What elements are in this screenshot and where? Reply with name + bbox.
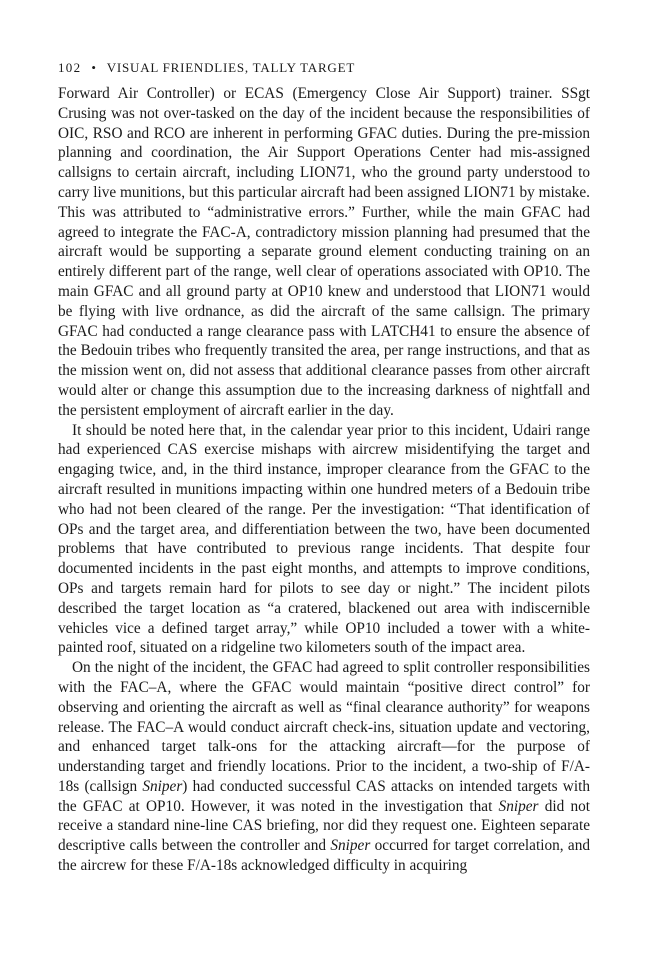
text-segment: ) had conducted successful CAS attacks on intended targets with the GFAC at OP10. However, it was noted in the investigation that <box>58 777 590 815</box>
text-segment: On the night of the incident, the GFAC had agreed to split controller responsibilities with the FAC–A, where the GFAC would maintain “positive direct control” for observing and orienting the aircraft as well as “final clearance authority” for weapons release. The FAC–A would conduct aircraft check-ins, situation update and vectoring, and enhanced target talk-ons for the attacking aircraft—for the purpose of understanding target and friendly locations. Prior to the incident, a two-ship of F/A-18s (callsign <box>58 659 590 795</box>
paragraph <box>58 421 590 659</box>
running-head <box>58 60 355 76</box>
text-segment: Forward Air Controller) or ECAS (Emergency Close Air Support) trainer. SSgt Crusing was not over-tasked on the day of the incident because the responsibilities of OIC, RSO and RCO are inherent in performing GFAC duties. During the pre-mission planning and coordination, the Air Support Operations Center had mis-assigned callsigns to certain aircraft, including LION71, who the ground party understood to carry live munitions, but this particular aircraft had been assigned LION71 by mistake. This was attributed to “administrative errors.” Further, while the main GFAC had agreed to integrate the FAC-A, contradictory mission planning had presumed that the aircraft would be supporting a separate ground element conducting training on an entirely different part of the range, well clear of operations associated with OP10. The main GFAC and all ground party at OP10 knew and understood that LION71 would be flying with live ordnance, as did the aircraft of the same callsign. The primary GFAC had conducted a range clearance pass with LATCH41 to ensure the absence of the Bedouin tribes who frequently transited the area, per range instructions, and that as the mission went on, did not assess that additional clearance passes from other aircraft would alter or change this assumption due to the increasing darkness of nightfall and the persistent employment of aircraft earlier in the day. <box>58 85 590 419</box>
text-segment: It should be noted here that, in the calendar year prior to this incident, Udairi range had experienced CAS exercise mishaps with aircrew misidentifying the target and engaging twice, and, in the third instance, improper clearance from the GFAC to the aircraft resulted in munitions impacting within one hundred meters of a Bedouin tribe who had not been cleared of the range. Per the investigation: “That identification of OPs and the target area, and differentiation between the two, have been documented problems that have contributed to previous range incidents. That despite four documented incidents in the past eight months, and attempts to improve conditions, OPs and targets remain hard for pilots to see day or night.” The incident pilots described the target location as “a cratered, blackened out area with indiscernible vehicles vice a defined target array,” while OP10 included a tower with a white-painted roof, situated on a ridgeline two kilometers south of the impact area. <box>58 421 590 657</box>
paragraph <box>58 658 590 876</box>
page-number: 102 <box>58 60 82 75</box>
italic-callsign: Sniper <box>142 777 183 795</box>
running-title: VISUAL FRIENDLIES, TALLY TARGET <box>106 60 356 75</box>
body-text <box>58 84 590 876</box>
text-segment: occurred for target correlation, and the aircrew for these F/A-18s acknowledged difficulty in acquiring <box>58 837 590 875</box>
text-segment: did not receive a standard nine-line CAS briefing, nor did they request one. Eighteen separate descriptive calls between the controller and <box>58 797 590 855</box>
italic-callsign: Sniper <box>330 837 371 855</box>
paragraph <box>58 84 590 421</box>
italic-callsign: Sniper <box>498 797 539 815</box>
header-separator: • <box>91 60 97 75</box>
